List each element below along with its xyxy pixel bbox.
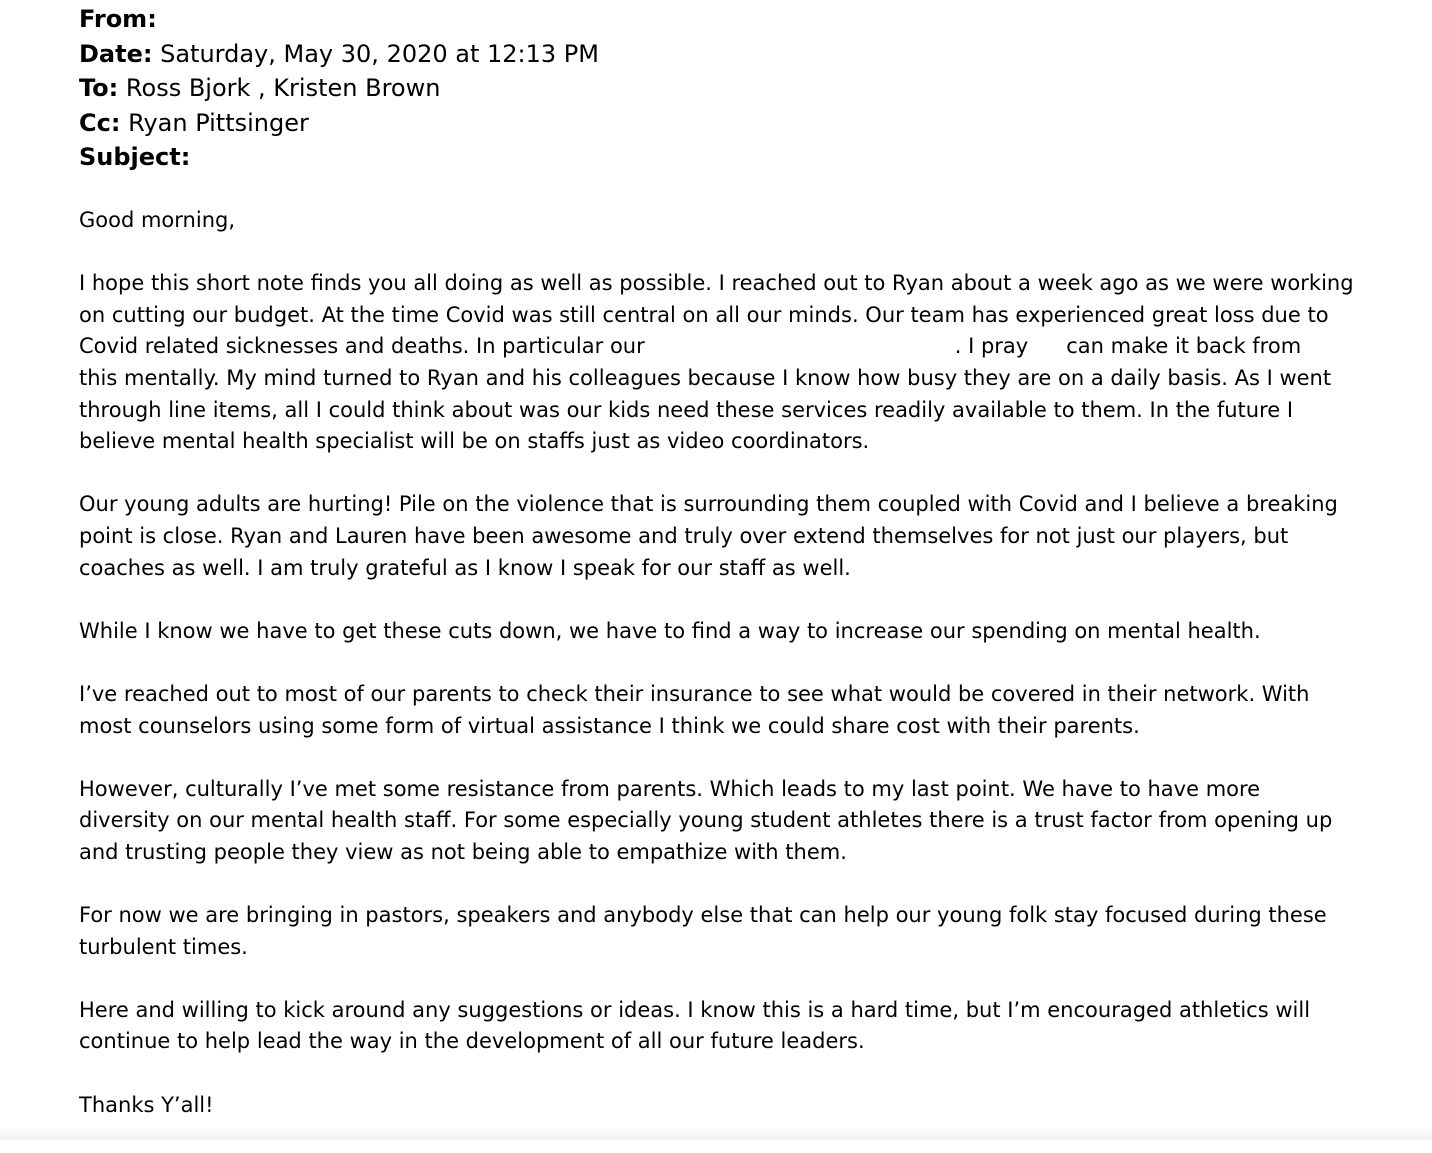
to-label: To: (79, 74, 119, 102)
paragraph-4 (79, 679, 1369, 742)
paragraph-7-line-2: continue to help lead the way in the development of all our future leaders. (79, 1029, 865, 1054)
paragraph-1-line-3b: . I pray (954, 334, 1029, 359)
date-label: Date: (79, 39, 153, 68)
cc-line (79, 106, 1379, 141)
paragraph-6-line-1: For now we are bringing in pastors, speakers and anybody else that can help our young folk stay focused during these (79, 903, 1327, 928)
page-bottom-edge (0, 1126, 1432, 1140)
paragraph-1-line-4: this mentally. My mind turned to Ryan and his colleagues because I know how busy they are on a daily basis. As I went (79, 365, 1332, 390)
paragraph-5-line-1: However, culturally I’ve met some resistance from parents. Which leads to my last point. We have to have more (79, 776, 1261, 801)
paragraph-1-line-6: believe mental health specialist will be on staffs just as video coordinators. (79, 429, 870, 454)
paragraph-5 (79, 774, 1369, 869)
paragraph-2 (79, 489, 1369, 584)
email-header (79, 2, 1379, 175)
paragraph-1-line-5: through line items, all I could think about was our kids need these services readily available to them. In the future I (79, 397, 1294, 422)
paragraph-2-line-2: point is close. Ryan and Lauren have been awesome and truly over extend themselves for not just our players, but (79, 523, 1289, 548)
paragraph-5-line-2: diversity on our mental health staff. For some especially young student athletes there is a trust factor from opening up (79, 808, 1333, 833)
paragraph-5-line-3: and trusting people they view as not being able to empathize with them. (79, 839, 847, 864)
from-line (79, 2, 1379, 37)
subject-label: Subject: (79, 143, 191, 171)
subject-line (79, 140, 1379, 175)
date-line (79, 37, 1379, 72)
paragraph-1-line-3c: can make it back from (1066, 334, 1302, 359)
paragraph-4-line-2: most counselors using some form of virtual assistance I think we could share cost with their parents. (79, 713, 1140, 738)
paragraph-2-line-3: coaches as well. I am truly grateful as I know I speak for our staff as well. (79, 555, 851, 580)
email-body (79, 205, 1369, 1153)
paragraph-2-line-1: Our young adults are hurting! Pile on the violence that is surrounding them coupled with Covid and I believe a breaking (79, 492, 1338, 517)
cc-value: Ryan Pittsinger (128, 108, 309, 137)
paragraph-1-line-3a: Covid related sicknesses and deaths. In particular our (79, 334, 645, 359)
greeting: Good morning, (79, 208, 236, 232)
from-label: From: (79, 5, 157, 33)
paragraph-3 (79, 616, 1369, 648)
to-line (79, 71, 1379, 106)
paragraph-7-line-1: Here and willing to kick around any suggestions or ideas. I know this is a hard time, but I’m encouraged athletics will (79, 997, 1311, 1022)
paragraph-7 (79, 995, 1369, 1058)
paragraph-1-line-2: on cutting our budget. At the time Covid was still central on all our minds. Our team has experienced great loss due to (79, 302, 1329, 327)
date-value: Saturday, May 30, 2020 at 12:13 PM (160, 39, 599, 68)
paragraph-6 (79, 900, 1369, 963)
signoff: Thanks Y’all! (79, 1092, 214, 1117)
cc-label: Cc: (79, 108, 121, 137)
paragraph-1-line-1: I hope this short note finds you all doing as well as possible. I reached out to Ryan about a week ago as we were working (79, 271, 1354, 296)
paragraph-6-line-2: turbulent times. (79, 934, 248, 959)
to-value: Ross Bjork , Kristen Brown (125, 74, 441, 102)
paragraph-3-line-1: While I know we have to get these cuts down, we have to find a way to increase our spending on mental health. (79, 618, 1261, 643)
paragraph-4-line-1: I’ve reached out to most of our parents to check their insurance to see what would be covered in their network. With (79, 681, 1310, 706)
paragraph-1 (79, 268, 1369, 458)
